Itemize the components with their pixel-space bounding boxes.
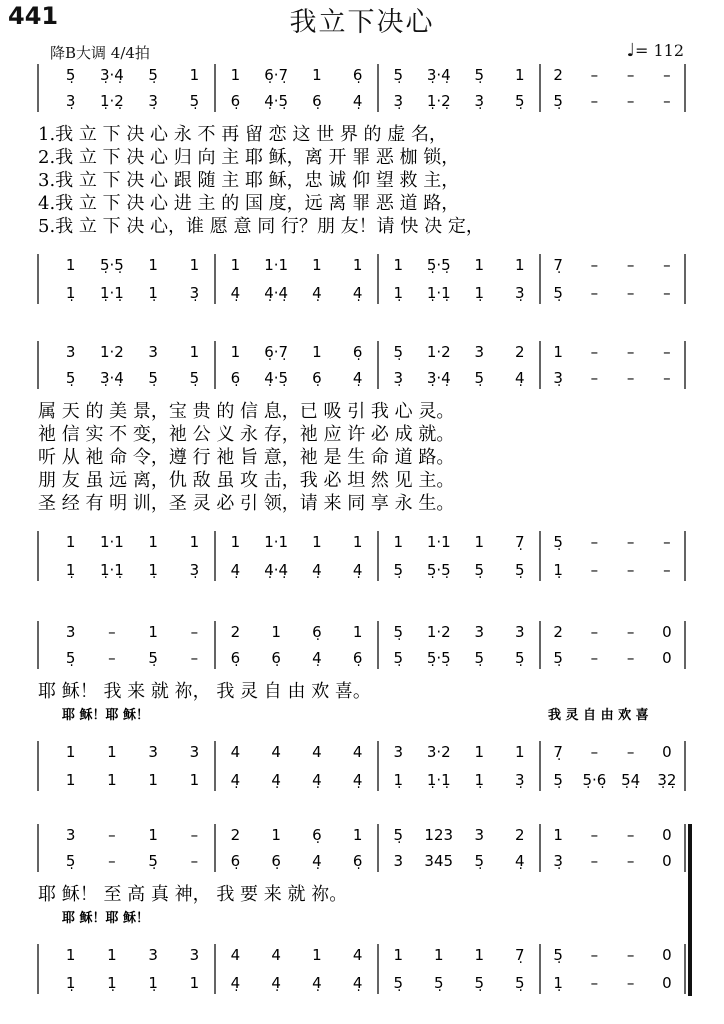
note: 5̣	[393, 343, 404, 361]
note: 4	[312, 743, 322, 761]
note: 1	[271, 623, 281, 641]
note: 4̣	[312, 649, 322, 667]
note: 1	[514, 743, 525, 761]
note: 1·2	[99, 343, 124, 361]
note: 1̣·1̣	[426, 771, 451, 789]
note: 3	[474, 826, 485, 844]
note: 6̣	[352, 66, 363, 84]
note: 1	[474, 946, 485, 964]
note: 5̣	[553, 771, 563, 789]
note: 4	[230, 946, 241, 964]
note: 3̣	[474, 92, 485, 110]
note: 3	[189, 743, 200, 761]
note: 5̣	[514, 974, 525, 992]
lyric-line: 听 从 祂 命 令，遵 行 祂 旨 意，祂 是 生 命 道 路。	[38, 447, 455, 468]
note: –	[626, 974, 635, 992]
note: 1̣·1̣	[99, 284, 124, 302]
note: 5̣	[393, 623, 404, 641]
note: 1	[189, 771, 200, 789]
note: –	[108, 649, 116, 667]
note: 123	[424, 826, 454, 844]
note: 1	[107, 743, 117, 761]
note: 5̣	[514, 561, 525, 579]
note: 5̣	[474, 974, 485, 992]
note: 3̣·4̣	[99, 66, 124, 84]
note: 1̣	[393, 771, 404, 789]
note: –	[626, 946, 635, 964]
note: 0	[662, 974, 672, 992]
note: 4	[271, 743, 281, 761]
note: 0	[662, 649, 672, 667]
note: 3̣	[189, 284, 200, 302]
note: 1	[393, 946, 404, 964]
note: 1·2	[426, 343, 451, 361]
note: 1	[553, 826, 563, 844]
note: 5̣·6̣	[582, 771, 607, 789]
note: 3	[393, 852, 404, 870]
note: 5̣	[474, 561, 485, 579]
lyric-line: 属 天 的 美 景，宝 贵 的 信 息，已 吸 引 我 心 灵。	[38, 401, 455, 422]
note: 5̣·5̣	[426, 561, 451, 579]
note: 5̣	[65, 369, 76, 387]
note: 5̣	[65, 852, 76, 870]
note: 3	[474, 343, 485, 361]
note: 3̣2̣	[657, 771, 677, 789]
note: 5̣	[65, 649, 76, 667]
small-lyric: 我 灵 自 由 欢 喜	[548, 708, 649, 723]
note: 4̣·4̣	[264, 284, 289, 302]
note: 0	[662, 623, 672, 641]
note: –	[108, 852, 116, 870]
note: 1	[189, 974, 200, 992]
note: 1	[553, 343, 563, 361]
note: –	[590, 852, 599, 870]
note: –	[663, 369, 671, 387]
small-lyric: 耶 稣！耶 稣！	[62, 911, 150, 926]
note: 7̣	[553, 743, 563, 761]
note: 4̣	[352, 284, 363, 302]
note: 3̣	[65, 92, 76, 110]
note: 3	[148, 343, 158, 361]
note: 3	[148, 946, 158, 964]
note: 1	[312, 256, 322, 274]
note: 1	[189, 66, 200, 84]
note: 5̣	[148, 66, 158, 84]
note: 1̣	[65, 974, 76, 992]
note: 3	[65, 343, 76, 361]
note: 5̣	[474, 649, 485, 667]
note: 4̣·5̣	[264, 92, 289, 110]
note: 1̣	[65, 284, 76, 302]
note: 4	[352, 743, 363, 761]
note: 5̣	[65, 66, 76, 84]
note: 1̣	[553, 974, 563, 992]
note: –	[108, 826, 116, 844]
note: 1̣	[107, 974, 117, 992]
note: 1̣	[65, 561, 76, 579]
note: 2	[553, 623, 563, 641]
note: 1	[352, 826, 363, 844]
lyric-line: 耶 稣！ 至 高 真 神， 我 要 来 就 祢。	[38, 884, 348, 905]
note: –	[663, 343, 671, 361]
note: –	[590, 256, 599, 274]
note: –	[626, 623, 635, 641]
note: –	[190, 649, 199, 667]
note: –	[626, 92, 635, 110]
note: 3̣	[514, 771, 525, 789]
note: 5̣·5̣	[426, 256, 451, 274]
note: 1	[230, 256, 241, 274]
note: –	[590, 284, 599, 302]
note: 1·2	[426, 623, 451, 641]
note: 5̣	[514, 92, 525, 110]
note: 1	[312, 533, 322, 551]
note: 1	[312, 66, 322, 84]
note: 1	[107, 771, 117, 789]
note: 1	[474, 533, 485, 551]
note: 4̣·4̣	[264, 561, 289, 579]
note: –	[590, 649, 599, 667]
note: 1·1	[264, 533, 289, 551]
note: –	[590, 561, 599, 579]
note: 1̣·2̣	[99, 92, 124, 110]
note: 5̣·5̣	[426, 649, 451, 667]
note: 0	[662, 743, 672, 761]
note: 1̣·1̣	[426, 284, 451, 302]
note: 1	[65, 946, 76, 964]
lyric-line: 5.我 立 下 决 心，谁 愿 意 同 行？朋 友！请 快 决 定，	[38, 216, 484, 237]
note: 2	[514, 826, 525, 844]
note: 345	[424, 852, 454, 870]
note: 1	[352, 256, 363, 274]
note: 5̣	[148, 649, 158, 667]
note: 3	[393, 743, 404, 761]
note: 5̣	[474, 66, 485, 84]
note: 6̣	[230, 92, 241, 110]
note: 1	[148, 826, 158, 844]
lyric-line: 耶 稣！ 我 来 就 祢， 我 灵 自 由 欢 喜。	[38, 681, 371, 702]
note: 3	[514, 623, 525, 641]
note: 1	[107, 946, 117, 964]
note: –	[626, 561, 635, 579]
note: –	[590, 92, 599, 110]
note: 4̣	[352, 92, 363, 110]
note: 3̣·4̣	[99, 369, 124, 387]
note: 5̣	[553, 946, 563, 964]
hymn-number: 441	[8, 2, 59, 30]
note: 5̣	[474, 852, 485, 870]
note: 1̣	[148, 284, 158, 302]
note: –	[626, 343, 635, 361]
key-signature: 降B大调 4/4拍	[50, 44, 150, 62]
note: –	[663, 92, 671, 110]
note: –	[590, 826, 599, 844]
note: 1̣	[148, 974, 158, 992]
note: 1	[65, 256, 76, 274]
note: –	[108, 623, 116, 641]
note: –	[190, 826, 199, 844]
note: 4	[352, 946, 363, 964]
note: 4̣	[271, 974, 281, 992]
note: 1̣	[553, 561, 563, 579]
note: 4̣	[312, 284, 322, 302]
note: 1	[65, 771, 76, 789]
note: 3̣	[514, 284, 525, 302]
note: –	[590, 343, 599, 361]
page-title: 我立下决心	[289, 7, 435, 38]
note: –	[626, 369, 635, 387]
note: –	[590, 533, 599, 551]
note: –	[590, 369, 599, 387]
note: 1	[230, 66, 241, 84]
quarter-note-icon: ♩	[626, 40, 635, 61]
note: 4̣	[230, 974, 241, 992]
note: –	[626, 533, 635, 551]
note: 4	[230, 743, 241, 761]
note: 4	[271, 946, 281, 964]
lyric-line: 2.我 立 下 决 心 归 向 主 耶 稣，离 开 罪 恶 枷 锁，	[38, 147, 460, 168]
note: 4̣	[352, 771, 363, 789]
note: 3	[65, 623, 76, 641]
note: 1	[148, 256, 158, 274]
note: 6̣	[352, 852, 363, 870]
note: 5̣	[148, 852, 158, 870]
note: 2	[230, 826, 241, 844]
note: 3̣	[393, 369, 404, 387]
note: 4̣	[352, 369, 363, 387]
note: 3̣	[553, 852, 563, 870]
lyric-line: 圣 经 有 明 训，圣 灵 必 引 领，请 来 同 享 永 生。	[38, 493, 455, 514]
note: 1̣	[393, 284, 404, 302]
note: 1	[514, 66, 525, 84]
note: 6̣·7̣	[264, 343, 289, 361]
lyric-line: 1.我 立 下 决 心 永 不 再 留 恋 这 世 界 的 虚 名，	[38, 124, 447, 145]
note: 5̣	[553, 649, 563, 667]
note: 3̣·4̣	[426, 66, 451, 84]
note: 5̣	[393, 974, 404, 992]
note: –	[626, 256, 635, 274]
note: 4̣	[312, 561, 322, 579]
note: 1	[474, 743, 485, 761]
note: –	[626, 743, 635, 761]
note: 3	[65, 826, 76, 844]
note: –	[663, 561, 671, 579]
note: –	[190, 623, 199, 641]
note: 6̣	[230, 649, 241, 667]
note: –	[663, 66, 671, 84]
note: 3	[189, 946, 200, 964]
note: 1	[393, 256, 404, 274]
note: 1	[474, 256, 485, 274]
note: 1	[148, 771, 158, 789]
note: 2	[514, 343, 525, 361]
note: –	[590, 623, 599, 641]
note: 1̣	[148, 561, 158, 579]
note: 1̣·1̣	[99, 561, 124, 579]
note: 4̣	[352, 561, 363, 579]
note: 4̣	[312, 771, 322, 789]
note: 6̣	[230, 852, 241, 870]
note: 5̣	[393, 561, 404, 579]
note: 4̣	[352, 974, 363, 992]
note: 1	[312, 343, 322, 361]
note: 1̣·2̣	[426, 92, 451, 110]
note: 0	[662, 852, 672, 870]
note: 5̣	[393, 826, 404, 844]
note: 1	[514, 256, 525, 274]
note: 5̣4̣	[621, 771, 641, 789]
note: –	[626, 852, 635, 870]
note: –	[590, 946, 599, 964]
note: 1	[65, 533, 76, 551]
note: 1	[65, 743, 76, 761]
note: 5̣	[148, 369, 158, 387]
note: 0	[662, 826, 672, 844]
note: 4̣	[514, 369, 525, 387]
note: 4̣	[514, 852, 525, 870]
note: 6̣	[352, 649, 363, 667]
note: 2	[230, 623, 241, 641]
note: 6̣	[312, 92, 322, 110]
note: 1	[189, 533, 200, 551]
note: 4̣	[230, 561, 241, 579]
note: 1	[148, 623, 158, 641]
note: 6̣	[352, 343, 363, 361]
note: 6̣·7̣	[264, 66, 289, 84]
note: 5̣	[553, 533, 563, 551]
note: 4̣	[271, 771, 281, 789]
note: 4̣	[230, 771, 241, 789]
small-lyric: 耶 稣！耶 稣！	[62, 708, 150, 723]
lyric-line: 祂 信 实 不 变，祂 公 义 永 存，祂 应 许 必 成 就。	[38, 424, 455, 445]
note: –	[663, 256, 671, 274]
note: 4̣·5̣	[264, 369, 289, 387]
note: 6̣	[230, 369, 241, 387]
note: 7̣	[514, 533, 525, 551]
note: 1·1	[264, 256, 289, 274]
note: 1	[230, 533, 241, 551]
note: 1	[352, 623, 363, 641]
tempo-value: = 112	[634, 41, 684, 60]
note: 3̣	[393, 92, 404, 110]
note: –	[190, 852, 199, 870]
lyric-line: 朋 友 虽 远 离，仇 敌 虽 攻 击，我 必 坦 然 见 主。	[38, 470, 455, 491]
note: 1	[433, 946, 444, 964]
note: 1	[393, 533, 404, 551]
note: 1	[312, 946, 322, 964]
note: –	[626, 826, 635, 844]
note: –	[663, 284, 671, 302]
note: 5̣	[474, 369, 485, 387]
note: 6̣	[312, 826, 322, 844]
note: 1	[189, 256, 200, 274]
note: 4̣	[230, 284, 241, 302]
note: 5̣	[393, 649, 404, 667]
note: –	[590, 974, 599, 992]
note: 3·2	[426, 743, 451, 761]
note: 1·1	[426, 533, 451, 551]
note: 5̣	[189, 92, 200, 110]
note: 3̣	[553, 369, 563, 387]
note: 3̣·4̣	[426, 369, 451, 387]
note: –	[663, 533, 671, 551]
note: 6̣	[271, 649, 281, 667]
note: 5̣	[553, 92, 563, 110]
note: 6̣	[312, 623, 322, 641]
note: 3̣	[189, 561, 200, 579]
note: 0	[662, 946, 672, 964]
note: 7̣	[553, 256, 563, 274]
note: 5̣·5̣	[99, 256, 124, 274]
note: 3	[148, 743, 158, 761]
note: 5̣	[433, 974, 444, 992]
note: 5̣	[553, 284, 563, 302]
note: 4̣	[312, 852, 322, 870]
note: 5̣	[393, 66, 404, 84]
note: 6̣	[271, 852, 281, 870]
note: 5̣	[514, 649, 525, 667]
lyric-line: 3.我 立 下 决 心 跟 随 主 耶 稣，忠 诚 仰 望 救 主，	[38, 170, 460, 191]
note: 1·1	[99, 533, 124, 551]
note: 4̣	[312, 974, 322, 992]
note: 1	[230, 343, 241, 361]
note: –	[590, 66, 599, 84]
note: 6̣	[312, 369, 322, 387]
note: 7̣	[514, 946, 525, 964]
lyric-line: 4.我 立 下 决 心 进 主 的 国 度，远 离 罪 恶 道 路，	[38, 193, 460, 214]
note: –	[626, 649, 635, 667]
note: –	[590, 743, 599, 761]
note: 1̣	[474, 771, 485, 789]
note: 1	[148, 533, 158, 551]
note: 1	[352, 533, 363, 551]
note: 3̣	[148, 92, 158, 110]
note: 1̣	[474, 284, 485, 302]
note: 5̣	[189, 369, 200, 387]
note: 2	[553, 66, 563, 84]
note: 1	[271, 826, 281, 844]
note: 3	[474, 623, 485, 641]
note: 1	[189, 343, 200, 361]
note: –	[626, 284, 635, 302]
note: –	[626, 66, 635, 84]
